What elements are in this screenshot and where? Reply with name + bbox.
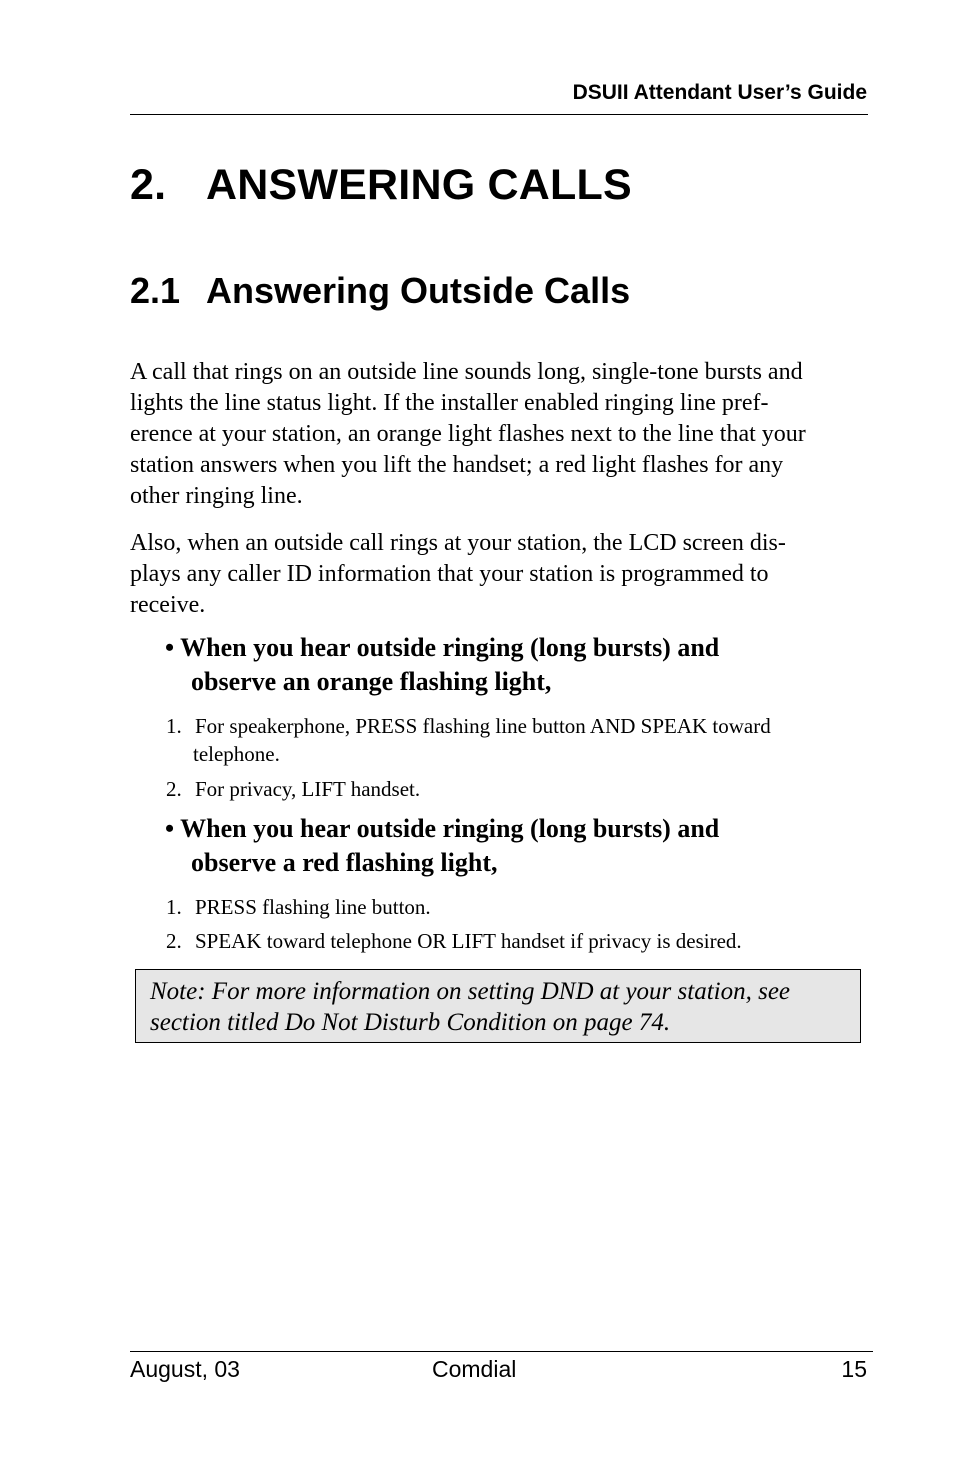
step-item (166, 893, 431, 921)
guide-title: DSUII Attendant User’s Guide (572, 81, 867, 104)
note-box (135, 969, 861, 1043)
note-line: Note: For more information on setting DND at your station, see (150, 978, 791, 1005)
section-number: 2.1 (130, 270, 181, 311)
text-line: lights the line status light. If the installer enabled ringing line pref- (130, 390, 769, 416)
bullet-line: • When you hear outside ringing (long bursts) and (165, 814, 720, 843)
chapter-title: ANSWERING CALLS (206, 161, 632, 209)
bullet-line: observe a red flashing light, (191, 848, 498, 877)
footer-date: August, 03 (130, 1356, 240, 1382)
header-divider (130, 114, 868, 115)
chapter-heading (130, 161, 632, 210)
note-text (150, 976, 790, 1038)
step-item (166, 712, 771, 768)
step-number: 1. (166, 895, 182, 919)
step-item (166, 927, 742, 955)
footer-company: Comdial (432, 1356, 517, 1382)
text-line: Also, when an outside call rings at your station, the LCD screen dis- (130, 530, 786, 556)
text-line: erence at your station, an orange light flashes next to the line that your (130, 421, 806, 447)
step-number: 2. (166, 777, 182, 801)
step-text: SPEAK toward telephone OR LIFT handset if privacy is desired. (195, 929, 742, 953)
step-number: 1. (166, 714, 182, 738)
section-title: Answering Outside Calls (206, 270, 631, 311)
section-heading (130, 270, 630, 312)
step-number: 2. (166, 929, 182, 953)
step-text: For privacy, LIFT handset. (195, 777, 421, 801)
text-line: station answers when you lift the handset; a red light flashes for any (130, 452, 784, 478)
bullet-line: observe an orange flashing light, (191, 667, 552, 696)
step-item (166, 775, 420, 803)
note-line: section titled Do Not Disturb Condition on page 74. (150, 1009, 671, 1036)
page-number: 15 (841, 1356, 867, 1382)
text-line: receive. (130, 592, 206, 618)
bullet-line: • When you hear outside ringing (long bursts) and (165, 633, 720, 662)
step-text: telephone. (193, 742, 280, 766)
footer-divider (130, 1351, 873, 1352)
caller-id-paragraph (130, 528, 870, 621)
bullet-red-light (165, 812, 865, 880)
text-line: other ringing line. (130, 483, 303, 509)
text-line: A call that rings on an outside line sounds long, single-tone bursts and (130, 359, 803, 385)
bullet-orange-light (165, 631, 865, 699)
intro-paragraph (130, 357, 870, 512)
text-line: plays any caller ID information that your station is programmed to (130, 561, 769, 587)
step-text: PRESS flashing line button. (195, 895, 431, 919)
chapter-number: 2. (130, 161, 167, 209)
step-text: For speakerphone, PRESS flashing line button AND SPEAK toward (195, 714, 771, 738)
